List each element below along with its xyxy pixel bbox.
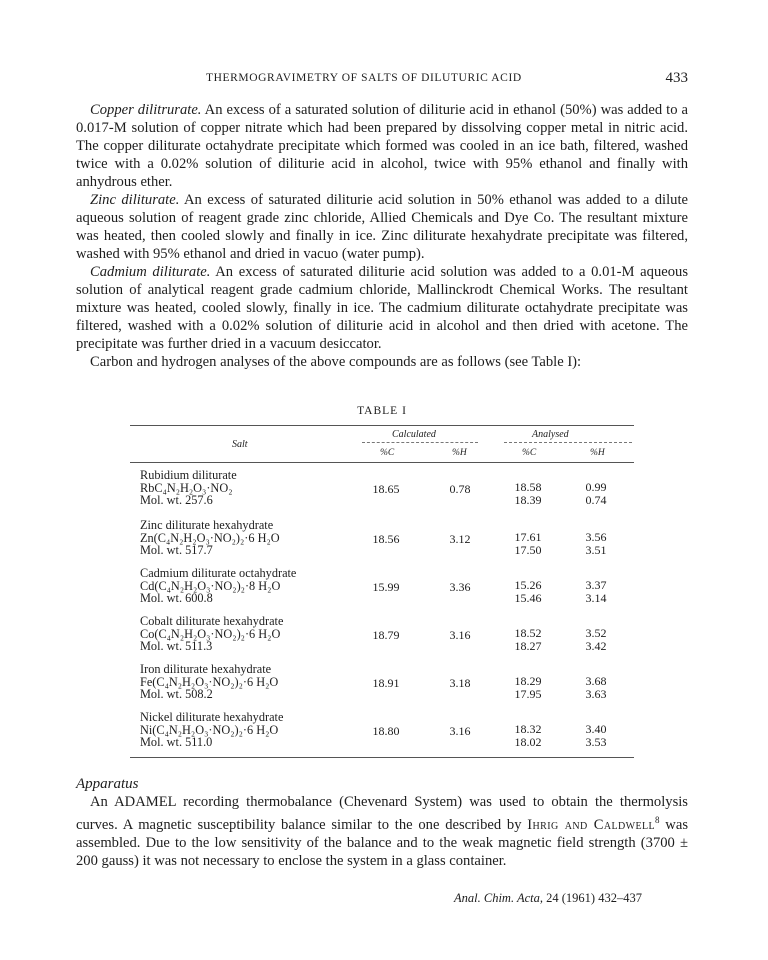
salt-name: Iron diliturate hexahydrate xyxy=(140,662,272,676)
salt-cell xyxy=(140,711,283,749)
calc-h-value: 3.16 xyxy=(449,724,471,738)
calc-h-value: 3.18 xyxy=(449,676,471,690)
analysed-h-value: 3.68 xyxy=(585,674,607,688)
salt-cell xyxy=(140,469,237,507)
analysed-span-rule xyxy=(504,442,632,443)
journal-name: Anal. Chim. Acta, xyxy=(454,891,544,905)
analysed-h-value: 3.40 xyxy=(585,722,607,736)
salt-formula: Zn(C₄N₂H₂O₃·NO₂)₂·6 H₂O xyxy=(140,530,280,545)
calc-c-value: 18.79 xyxy=(372,628,400,642)
calc-c-value: 18.65 xyxy=(372,482,400,496)
analysed-h-value: 3.53 xyxy=(585,735,607,749)
salt-formula: Co(C₄N₂H₂O₃·NO₂)₂·6 H₂O xyxy=(140,626,281,641)
analysed-h-value: 3.56 xyxy=(585,530,607,544)
analysed-c-value: 18.32 xyxy=(514,722,542,736)
calc-h-value: 3.16 xyxy=(449,628,471,642)
run-in-heading: Cadmium diliturate. xyxy=(90,264,211,280)
analysed-c-value: 17.95 xyxy=(514,687,542,701)
salt-name: Cobalt diliturate hexahydrate xyxy=(140,614,284,628)
table-row xyxy=(130,711,634,757)
analysed-h-value: 3.37 xyxy=(585,578,607,592)
analysed-c-value: 17.61 xyxy=(514,530,542,544)
journal-volume: 24 (1961) 432–437 xyxy=(546,891,642,905)
salt-formula: Fe(C₄N₂H₂O₃·NO₂)₂·6 H₂O xyxy=(140,674,279,689)
salt-mol-wt: Mol. wt. 517.7 xyxy=(140,543,213,557)
table-header-rule xyxy=(130,462,634,463)
paragraph-copper xyxy=(76,101,688,191)
methods-text xyxy=(76,101,688,371)
analysed-h-value: 0.99 xyxy=(585,480,607,494)
salt-mol-wt: Mol. wt. 257.6 xyxy=(140,493,213,507)
salt-formula: RbC₄N₂H₂O₃·NO₂ xyxy=(140,480,233,495)
analysed-h-value: 3.42 xyxy=(585,639,607,653)
apparatus-section xyxy=(76,775,688,870)
table-row xyxy=(130,469,634,515)
calc-h-value: 0.78 xyxy=(449,482,471,496)
column-header-calc-c: %C xyxy=(380,448,395,458)
salt-mol-wt: Mol. wt. 600.8 xyxy=(140,591,213,605)
salt-mol-wt: Mol. wt. 511.3 xyxy=(140,639,213,653)
paragraph-text: An excess of saturated diliturie acid solution in 50% ethanol was added to a dilute aqueous solution of reagent grade zinc chloride, Allied Chemicals and Dye Co. The resultant mixture was heated, then cooled slowly and finally in ice. Zinc diliturate hexahydrate precipitate was filtered, washed with 95% ethanol and dried in vacuo (water pump). xyxy=(76,192,689,262)
running-title: THERMOGRAVIMETRY OF SALTS OF DILUTURIC ACID xyxy=(206,72,522,84)
page-number: 433 xyxy=(665,70,688,86)
column-group-calculated: Calculated xyxy=(392,429,436,440)
column-header-an-c: %C xyxy=(522,448,537,458)
paragraph-text: An excess of a saturated solution of diliturie acid in ethanol (50%) was added to a 0.017-M solution of copper nitrate which had been prepared by dissolving copper metal in nitric acid. The copper diliturate octahydrate precipitate which formed was cooled in an ice bath, filtered, washed twice with a 0.02% solution of diliturie acid in alcohol, twice with 95% ethanol and finally with anhydrous ether. xyxy=(76,102,688,190)
salt-cell xyxy=(140,567,296,605)
calc-c-value: 18.56 xyxy=(372,532,400,546)
column-header-salt: Salt xyxy=(232,439,248,450)
calculated-span-rule xyxy=(362,442,478,443)
analysed-h-value: 3.52 xyxy=(585,626,607,640)
calc-h-value: 3.36 xyxy=(449,580,471,594)
paragraph-zinc xyxy=(76,191,688,263)
analysed-c-value: 18.02 xyxy=(514,735,542,749)
calc-c-value: 18.80 xyxy=(372,724,400,738)
analysed-c-value: 18.58 xyxy=(514,480,542,494)
salt-formula: Ni(C₄N₂H₂O₃·NO₂)₂·6 H₂O xyxy=(140,722,279,737)
analysed-c-value: 18.27 xyxy=(514,639,542,653)
analysed-h-value: 0.74 xyxy=(585,493,607,507)
paragraph-text: was assembled. Due to the low sensitivity of the balance and to the weak magnetic field strength (3700 ± 200 gauss) it was not necessary to enclose the system in a glass container. xyxy=(76,816,688,869)
reference-mark: 8 xyxy=(655,815,660,825)
table-row xyxy=(130,615,634,661)
table-caption: TABLE I xyxy=(357,405,407,417)
column-header-calc-h: %H xyxy=(452,448,467,458)
paragraph-text: An ADAMEL recording thermobalance (Chevenard System) was used to obtain the thermolysis curves. A magnetic susceptibility balance similar to the one described by xyxy=(76,794,688,833)
section-heading: Apparatus xyxy=(76,776,139,792)
calc-c-value: 15.99 xyxy=(372,580,400,594)
analysed-c-value: 18.52 xyxy=(514,626,542,640)
column-group-analysed: Analysed xyxy=(532,429,569,440)
paragraph-text: Carbon and hydrogen analyses of the above compounds are as follows (see Table I): xyxy=(90,354,582,370)
analysed-c-value: 15.26 xyxy=(514,578,542,592)
analysed-c-value: 18.29 xyxy=(514,674,542,688)
salt-cell xyxy=(140,663,278,701)
paragraph-text: An excess of saturated diliturie acid solution was added to a 0.01-M aqueous solution of analytical reagent grade cadmium chloride, Mallinckrodt Chemical Works. The resultant mixture was heated, cooled slowly, finally in ice. The cadmium diliturate octahydrate precipitate was filtered, washed with a 0.02% solution of diliturie acid in alcohol and then dried with acetone. The precipitate was further dried in a vacuum desiccator. xyxy=(76,264,688,352)
table-row xyxy=(130,519,634,565)
analysed-h-value: 3.14 xyxy=(585,591,607,605)
column-header-an-h: %H xyxy=(590,448,605,458)
table-top-rule xyxy=(130,425,634,426)
run-in-heading: Zinc diliturate. xyxy=(90,192,180,208)
analysed-h-value: 3.63 xyxy=(585,687,607,701)
analysed-c-value: 15.46 xyxy=(514,591,542,605)
salt-cell xyxy=(140,615,283,653)
salt-name: Cadmium diliturate octahydrate xyxy=(140,566,297,580)
table-row xyxy=(130,567,634,613)
page-header xyxy=(76,72,688,92)
analysed-c-value: 17.50 xyxy=(514,543,542,557)
table-row xyxy=(130,663,634,709)
paragraph-analyses xyxy=(76,353,688,371)
salt-mol-wt: Mol. wt. 508.2 xyxy=(140,687,213,701)
paragraph-cadmium xyxy=(76,263,688,353)
reference-authors: Ihrig and Caldwell xyxy=(527,816,656,833)
apparatus-paragraph xyxy=(76,793,688,870)
salt-formula: Cd(C₄N₂H₂O₃·NO₂)₂·8 H₂O xyxy=(140,578,281,593)
calc-h-value: 3.12 xyxy=(449,532,471,546)
run-in-heading: Copper dilitrurate. xyxy=(90,102,202,118)
salt-name: Nickel diliturate hexahydrate xyxy=(140,710,284,724)
analysed-c-value: 18.39 xyxy=(514,493,542,507)
table-bottom-rule xyxy=(130,757,634,758)
salt-cell xyxy=(140,519,280,557)
salt-mol-wt: Mol. wt. 511.0 xyxy=(140,735,213,749)
journal-citation xyxy=(454,891,642,906)
salt-name: Zinc diliturate hexahydrate xyxy=(140,518,274,532)
calc-c-value: 18.91 xyxy=(372,676,400,690)
analysed-h-value: 3.51 xyxy=(585,543,607,557)
salt-name: Rubidium diliturate xyxy=(140,468,237,482)
